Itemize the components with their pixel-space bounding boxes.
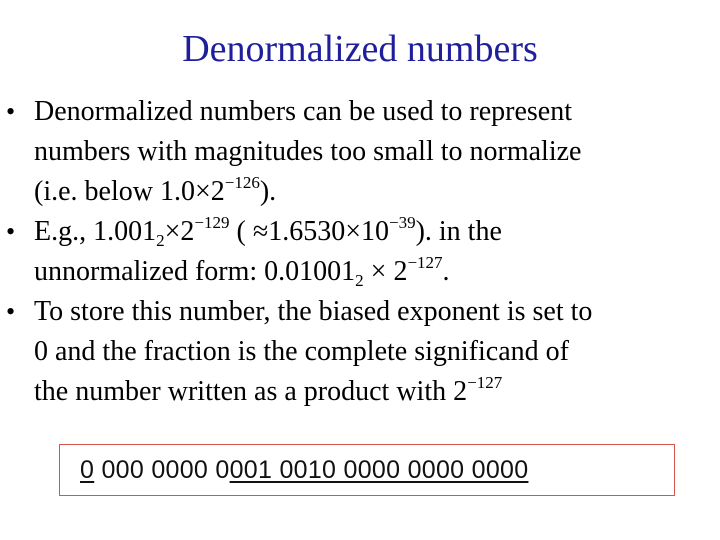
text-run: (i.e. below 1.0×2 (34, 176, 225, 207)
exponent: −39 (388, 213, 416, 232)
bullet-list (0, 92, 720, 412)
bullet-dot: • (6, 217, 16, 246)
bullet-line: Denormalized numbers can be used to represent (34, 96, 573, 127)
bullet-line (34, 212, 720, 252)
sign-bit: 0 (80, 456, 95, 484)
text-run: ( ≈1.6530×10 (229, 216, 389, 247)
exponent: −129 (194, 213, 230, 232)
subscript: 2 (156, 231, 165, 250)
bit-pattern (80, 456, 528, 484)
text-run: . (442, 256, 450, 287)
text-run: ). in the (415, 216, 502, 247)
bullet-dot: • (6, 297, 16, 326)
text-run: × 2 (363, 256, 408, 287)
text-run: E.g., 1.001 (34, 216, 157, 247)
fraction-bits: 001 0010 0000 0000 0000 (229, 456, 529, 484)
bullet-line (34, 172, 720, 212)
exponent: −126 (224, 173, 260, 192)
bullet-line: To store this number, the biased exponent is set to (34, 296, 593, 327)
subscript: 2 (355, 271, 364, 290)
bullet-line: numbers with magnitudes too small to normalize (34, 136, 582, 167)
bullet-storage (0, 292, 720, 412)
exponent: −127 (407, 253, 443, 272)
bullet-denormalized-definition (0, 92, 720, 212)
bullet-line (34, 252, 720, 292)
text-run: the number written as a product with 2 (34, 376, 468, 407)
bullet-line (34, 372, 720, 412)
text-run: unnormalized form: 0.01001 (34, 256, 356, 287)
exponent-bits: 000 0000 0 (94, 456, 230, 484)
exponent: −127 (467, 373, 503, 392)
bullet-dot: • (6, 97, 16, 126)
bit-pattern-box (59, 444, 675, 496)
slide-title: Denormalized numbers (182, 28, 538, 70)
text-run: ). (259, 176, 277, 207)
text-run: ×2 (164, 216, 195, 247)
bullet-example (0, 212, 720, 292)
bullet-line: 0 and the fraction is the complete significand of (34, 336, 569, 367)
